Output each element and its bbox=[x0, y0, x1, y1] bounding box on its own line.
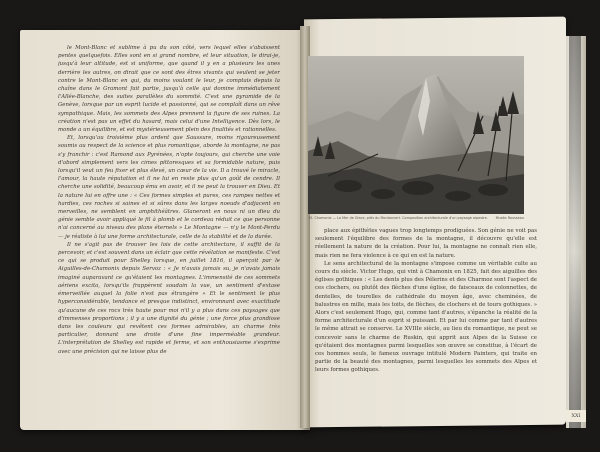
mountain-illustration bbox=[308, 56, 524, 214]
right-paragraph-2: Le sens architectural de la montagne s'impose comme un véritable culte au cours du siècle. Victor Hugo, qui vint à Chamonix en 1825, fait des aiguilles des églises gothiques : « Les dents plus des Pélerins et des Charmoz sont l'aspect de ces clochers, ou plutôt des flèches d'une église, de faisceaux de colonnettes, de dentelles, de tourelles de cathédrale du moyen âge, avec cheminées, de balustres en mille, mais les toits, de flèches, de clochers et de tours gothiques. » Alors c'est seulement Hugo, qui, comme tant d'autres, s'épanche la réalité de la forme architecturale d'un esprit si puissant. Et par lui comme par tant d'autres le même attrait se conserve. Le XVIIIe siècle, au lieu du romantique, ne peut se concevoir sans le charme de Ruskin, qui apprit aux Alpes de la Suisse ce qu'étaient des montagnes parmi lesquelles son œuvre se constitue, à l'écart de ces hommes seuls, le fameux ouvrage intitulé Modern Painters, qui traite en partie de la beauté des montagnes, parmi lesquelles les sommets des Alpes et leurs formes gothiques. bbox=[315, 260, 537, 374]
mountain-engraving bbox=[308, 56, 524, 214]
page-number: XXI bbox=[566, 410, 586, 422]
left-page-text bbox=[58, 44, 280, 394]
left-paragraph-2: Et, lorsqu'au troisième plus ardent que Saussure, moins rigoureusement soumis au respect de la science et plus romantique, aborde la montagne, ne pas s'y franchir : c'est Ramond aux Pyrénées, n'opte toujours, qui cherche une voie d'abord simplement vers les cimes pittoresques et sa formidable nature, puis lorsqu'il veut un feu fixer et plus élevé, un cœur de la vie. Il a trouvé le miracle, l'amour, la haute réputation et il ne lui en reste plus qu'un goût de cendre. Il cherche une solidité, beaucoup ému en avoir, et il ne peut la trouver en Dieu. Et la nature lui en offre une : « Ces formes simples et pures, ces rampes nettes et hardies, ces roches si saines et si sûres dans les larges noeuds d'adjacent en merveilles, ne semblent en amphithéâtres. Glaneront en nous ni un dieu du génie semble avoir appliqué le fil à plomb et le cordeau réduit ce que personne n'ai concerné au niveau des plans éternels » Le Montagne — n'y le Mont-Perdu — je réaliste à lui une forme architecturale, celle de la stabilité et de la durée. bbox=[58, 135, 280, 240]
left-paragraph-1: le Mont-Blanc et sublime à pu du son côté, vers lequel elles s'abaissent pentes quelquefois. Elles sont en si grand nombre, et leur situation, le dirai-je, jusqu'à leur altitude, est si uniforme, que quand il y en a plusieurs les unes derrière les autres, on dirait que ce sont des êtres vivants qui veulent se jeter contre le Mont-Blanc en qui, du moins voulant le leur, je comptais depuis la chaîne dans le Gramont fait partie, jusqu'à celle qui domine immédiatement l'Allée-Blanche, des suites parallèles du sommité. C'est une pyramide de la Genève, lorsque par un esprit lucide et passionné, qui se complaît dans un rêve sympathique. Mais, les sommets des Alpes prennent la figure de ses ruines. La création n'est pas un effet du hasard, mais celui d'une Intelligence. Dès lors, le monde a un équilibre, et est mystérieusement plein des finalités et rationnelles. bbox=[58, 45, 280, 134]
right-page-text bbox=[315, 227, 537, 407]
left-paragraph-3: Il ne s'agit pas de trouver les lois de cette architecture, il suffit de la percevoir, et c'est souvent dans un éclair que cette révélation se manifeste. C'est ce qui se produit pour Shelley lorsque, en juillet 1816, il aperçoit par le Aiguilles-de-Chamonix depuis Servoz : « Je n'avais jamais su, je n'avais jamais imaginé auparavant ce qu'étaient les montagnes. L'immensité de ces sommets aériens excita, lorsqu'ils frappèrent soudain la vue, un sentiment d'extase émerveillée auquel la folie n'est pas étrangère » Et le sentiment le plus hyperconsidérable, tendance et presque indistinct, environnant avec exactitude qu'aucune de ces rocs très haute pour moi n'il y a plus dans ces paysages que d'immenses proportions ; il y a une dignité du génie ; une force plus grandiose dans les couleurs qui revêtent ces formes admirables, un charme très particulier, donnant une droite d'une fine imperméable grandeur. L'interprétation de Shelley est rapide et ferme, et son enthousiasme s'exprime avec une précision qui ne laisse plus de bbox=[58, 241, 280, 355]
edge-photo-strip bbox=[569, 36, 581, 428]
page-edge-strip bbox=[566, 36, 586, 428]
caption-text: 15. Chamonix — La Mer de Glace, près du Montanvert. Composition architecturale d'un paysage alpestre. bbox=[308, 216, 488, 220]
figure-caption bbox=[308, 216, 524, 220]
right-paragraph-1: place aux épithètes vagues trop longtemps prodiguées. Son génie ne voit pas seulement l'équilibre des formes de la montagne, il découvre qu'elle est réellement la nature de la création. Pour lui, la montagne ne connaît rien elle, mais rien ne fera violence à ce qui en est la nature. bbox=[315, 228, 537, 259]
caption-credit: Musée Rousseau bbox=[495, 216, 524, 220]
